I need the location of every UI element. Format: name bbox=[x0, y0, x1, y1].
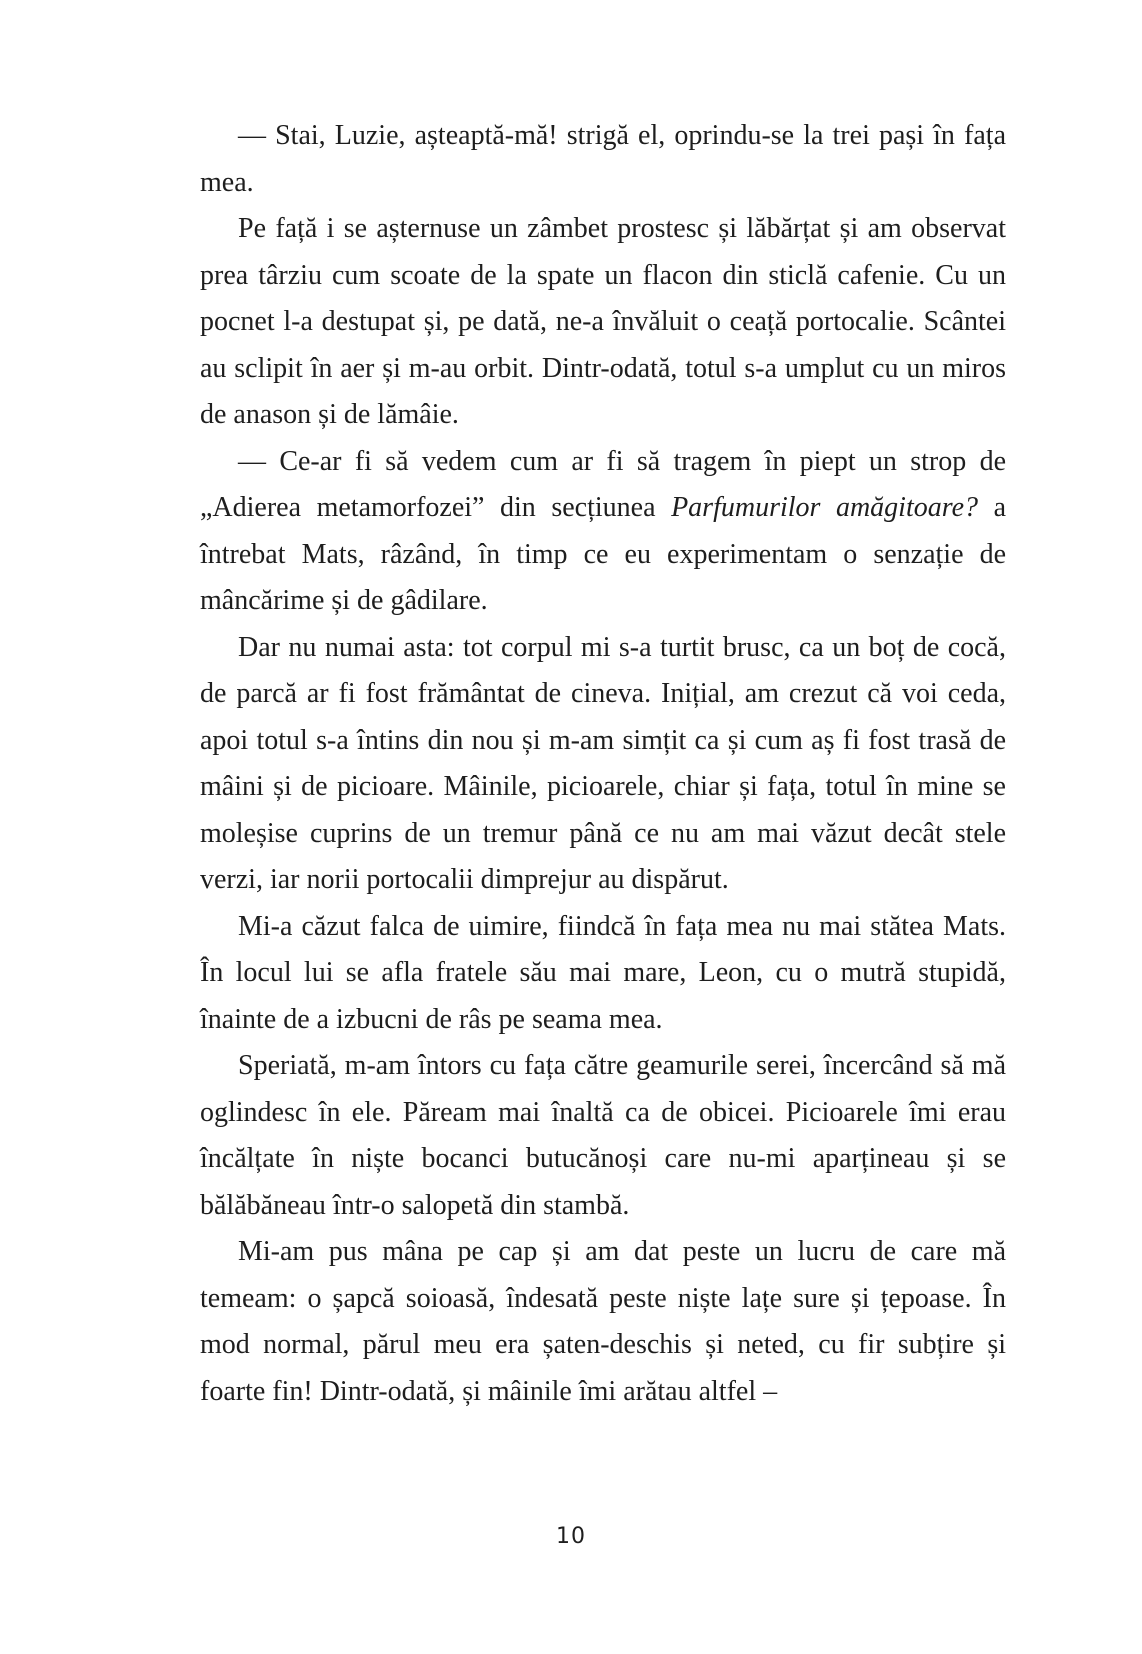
body-text bbox=[200, 113, 1006, 1415]
paragraph-5: Mi-a căzut falca de uimire, fiindcă în fața mea nu mai stătea Mats. În locul lui se afla fratele său mai mare, Leon, cu o mutră stupidă, înainte de a izbucni de râs pe seama mea. bbox=[200, 910, 1006, 1035]
paragraph-3 bbox=[200, 439, 1006, 625]
paragraph-4: Dar nu numai asta: tot corpul mi s-a turtit brusc, ca un boț de cocă, de parcă ar fi fost frământat de cineva. Inițial, am crezut că voi ceda, apoi totul s-a întins din nou și m-am simțit ca și cum aș fi fost trasă de mâini și de picioare. Mâinile, picioarele, chiar și fața, totul în mine se moleșise cuprins de un tremur până ce nu am mai văzut decât stele verzi, iar norii portocalii dimprejur au dispărut. bbox=[200, 631, 1006, 895]
paragraph-3-tail: a întrebat Mats, râzând, în timp ce eu experimentam o senzație de mâncărime și de gâdilare. bbox=[200, 492, 1007, 616]
paragraph-7: Mi-am pus mâna pe cap și am dat peste un lucru de care mă temeam: o șapcă soioasă, îndesată peste niște lațe sure și țepoase. În mod normal, părul meu era șaten-deschis și neted, cu fir subțire și foarte fin! Dintr-odată, și mâinile îmi arătau altfel – bbox=[200, 1236, 1006, 1407]
paragraph-1: — Stai, Luzie, așteaptă-mă! strigă el, oprindu-se la trei pași în fața mea. bbox=[200, 120, 1006, 198]
paragraph-3-lead: — Ce-ar fi să vedem cum ar fi să tragem în piept un strop de „Adierea metamorfozei” din secțiunea bbox=[200, 445, 1006, 523]
paragraph-3-italic-title: Parfumurilor amăgitoare? bbox=[671, 492, 979, 523]
paragraph-2: Pe față i se așternuse un zâmbet prostesc și lăbărțat și am observat prea târziu cum scoate de la spate un flacon din sticlă cafenie. Cu un pocnet l-a destupat și, pe dată, ne-a învăluit o ceață portocalie. Scântei au sclipit în aer și m-au orbit. Dintr-odată, totul s-a umplut cu un miros de anason și de lămâie. bbox=[200, 213, 1006, 430]
paragraph-6: Speriată, m-am întors cu fața către geamurile serei, încercând să mă oglindesc în ele. Păream mai înaltă ca de obicei. Picioarele îmi erau încălțate în niște bocanci butucănoși care nu-mi aparțineau și se bălăbăneau într-o salopetă din stambă. bbox=[200, 1050, 1006, 1221]
page-number: 10 bbox=[556, 1524, 586, 1549]
